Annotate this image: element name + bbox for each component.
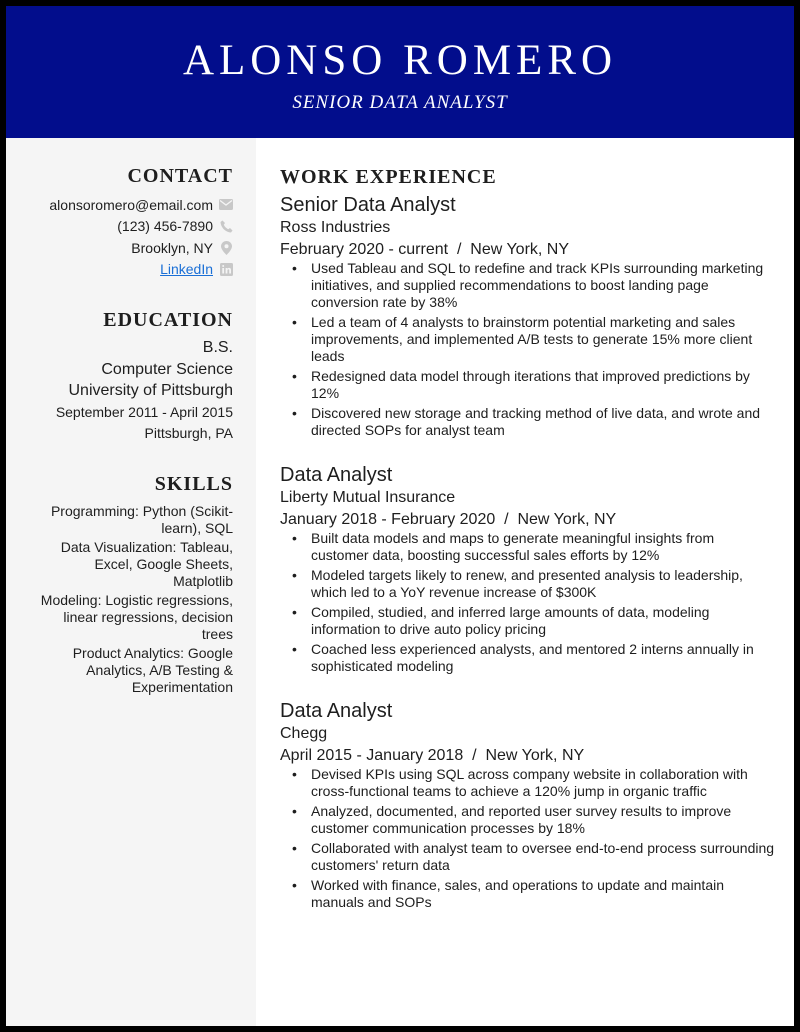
linkedin-link[interactable]: LinkedIn [160,261,213,278]
job-bullet: • Led a team of 4 analysts to brainstorm potential marketing and sales improvements, and implemented A/B tests to generate 15% more client leads [280,314,775,365]
resume-page [6,6,794,1026]
experience-heading: WORK EXPERIENCE [280,166,497,188]
contact-heading: CONTACT [127,165,233,187]
education-heading: EDUCATION [103,309,233,331]
contact-linkedin [33,259,233,281]
job-entry [280,193,775,442]
education-field: Computer Science [101,360,233,378]
job-title: Senior Data Analyst [280,194,456,216]
contact-section [33,164,233,280]
job-bullets [280,530,775,675]
linkedin-icon [219,262,233,276]
email-text: alonsoromero@email.com [49,196,213,213]
job-dates: April 2015 - January 2018 / New York, NY [280,747,585,764]
job-title: Data Analyst [280,464,393,486]
location-text: Brooklyn, NY [131,239,213,256]
education-section [33,308,233,444]
map-pin-icon [219,241,233,255]
education-school: University of Pittsburgh [68,382,233,399]
candidate-title: SENIOR DATA ANALYST [292,92,508,113]
job-company: Ross Industries [280,219,391,236]
job-title: Data Analyst [280,700,393,722]
skill-item: Data Visualization: Tableau, Excel, Google Sheets, Matplotlib [60,539,233,589]
job-bullet: • Coached less experienced analysts, and mentored 2 interns annually in sophisticated modeling [280,641,775,675]
skill-item: Modeling: Logistic regressions, linear regressions, decision trees [40,592,233,642]
job-bullet: • Redesigned data model through iterations that improved predictions by 12% [280,368,775,402]
skill-item: Product Analytics: Google Analytics, A/B Testing & Experimentation [72,645,233,695]
resume-header [6,6,794,138]
job-bullet: • Devised KPIs using SQL across company website in collaboration with cross-functional teams to achieve a 120% jump in organic traffic [280,766,775,800]
job-dates: January 2018 - February 2020 / New York, NY [280,511,617,528]
job-company: Liberty Mutual Insurance [280,489,456,506]
job-bullet: • Built data models and maps to generate meaningful insights from customer data, boosting successful sales efforts by 12% [280,530,775,564]
education-degree: B.S. [202,339,233,356]
contact-location [33,237,233,259]
job-bullet: • Collaborated with analyst team to oversee end-to-end process surrounding customers' return data [280,840,775,874]
job-bullets [280,766,775,911]
skills-heading: SKILLS [154,473,233,495]
job-bullet: • Worked with finance, sales, and operations to update and maintain manuals and SOPs [280,877,775,911]
contact-email [33,194,233,216]
job-bullet: • Analyzed, documented, and reported user survey results to improve customer communication processes by 18% [280,803,775,837]
skill-item: Programming: Python (Scikit-learn), SQL [50,503,233,536]
sidebar [6,138,256,1026]
job-entry [280,463,775,678]
education-dates: September 2011 - April 2015 [55,403,233,420]
envelope-icon [219,198,233,212]
education-location: Pittsburgh, PA [144,424,233,441]
job-bullets [280,260,775,439]
candidate-name: ALONSO ROMERO [182,37,618,84]
job-bullet: • Discovered new storage and tracking method of live data, and wrote and directed SOPs for analyst team [280,405,775,439]
job-company: Chegg [280,725,328,742]
job-bullet: • Used Tableau and SQL to redefine and track KPIs surrounding marketing initiatives, and supplied recommendations to boost landing page conversion rate by 38% [280,260,775,311]
job-bullet: • Modeled targets likely to renew, and presented analysis to leadership, which led to a YoY revenue increase of $300K [280,567,775,601]
phone-icon [219,219,233,233]
job-dates: February 2020 - current / New York, NY [280,241,570,258]
job-entry [280,699,775,914]
contact-phone [33,216,233,238]
skills-section [33,472,233,698]
phone-text: (123) 456-7890 [117,218,213,235]
job-bullet: • Compiled, studied, and inferred large amounts of data, modeling information to drive auto policy pricing [280,604,775,638]
